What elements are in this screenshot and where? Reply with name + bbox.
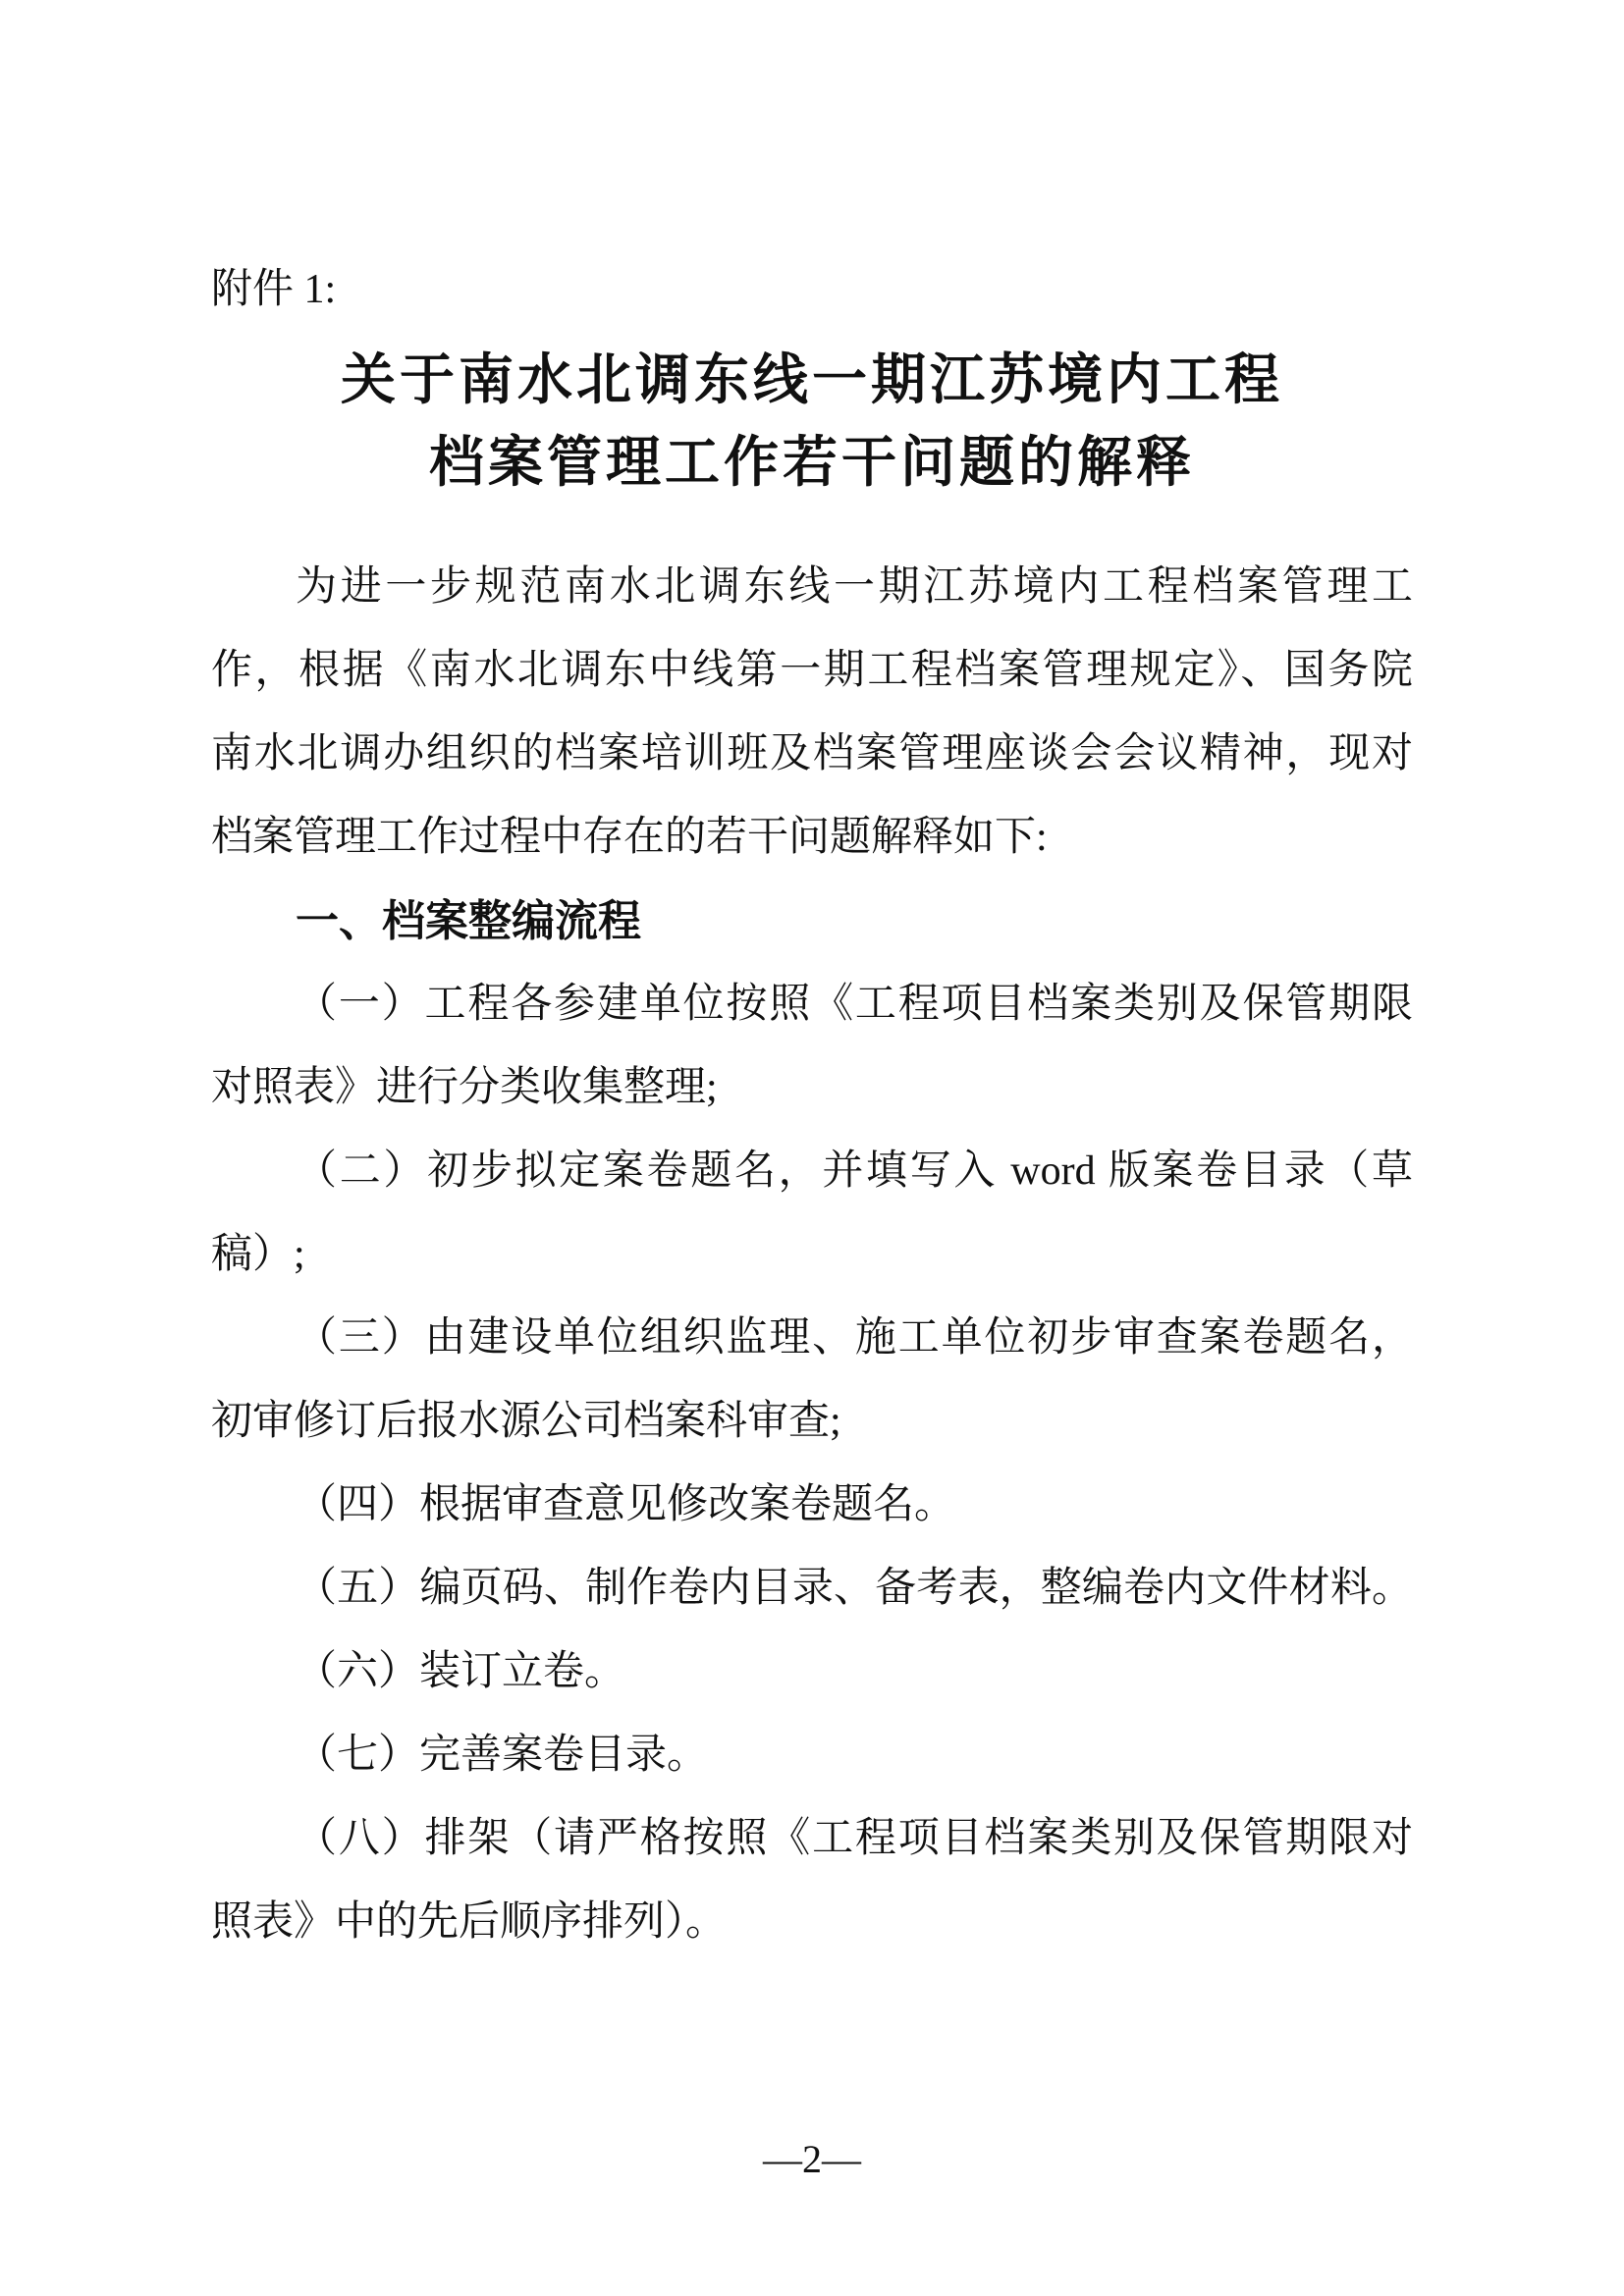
page-number: —2— [763,2137,861,2181]
text-line: （二）初步拟定案卷题名，并填写入 word 版案卷目录（草 [296,1148,1413,1194]
document-title [0,340,1624,505]
text-line: （一）工程各参建单位按照《工程项目档案类别及保管期限 [296,982,1413,1027]
text-line: （八）排架（请严格按照《工程项目档案类别及保管期限对 [296,1816,1413,1861]
text-line: 初审修订后报水源公司档案科审查; [211,1399,841,1444]
title-line-1: 关于南水北调东线一期江苏境内工程 [341,350,1283,411]
text-line: 为进一步规范南水北调东线一期江苏境内工程档案管理工 [296,564,1413,610]
text-line: 作，根据《南水北调东中线第一期工程档案管理规定》、国务院 [211,648,1413,693]
document-body [211,546,1413,1964]
text-line: （四）根据审查意见修改案卷题名。 [296,1482,956,1527]
attachment-label: 附件 1: [211,267,337,312]
text-line: 档案管理工作过程中存在的若干问题解释如下: [211,815,1048,860]
text-line: （三）由建设单位组织监理、施工单位初步审查案卷题名， [296,1315,1413,1361]
text-line: 稿）; [211,1232,305,1277]
text-line: （六）装订立卷。 [296,1649,626,1694]
text-line: 照表》中的先后顺序排列）。 [211,1899,728,1945]
title-line-2: 档案管理工作若干问题的解释 [429,433,1195,494]
section-heading: 一、档案整编流程 [296,897,641,945]
text-line: （五）编页码、制作卷内目录、备考表，整编卷内文件材料。 [296,1566,1413,1611]
text-line: （七）完善案卷目录。 [296,1733,709,1778]
text-line: 对照表》进行分类收集整理; [211,1065,718,1110]
text-line: 南水北调办组织的档案培训班及档案管理座谈会会议精神，现对 [211,731,1413,776]
